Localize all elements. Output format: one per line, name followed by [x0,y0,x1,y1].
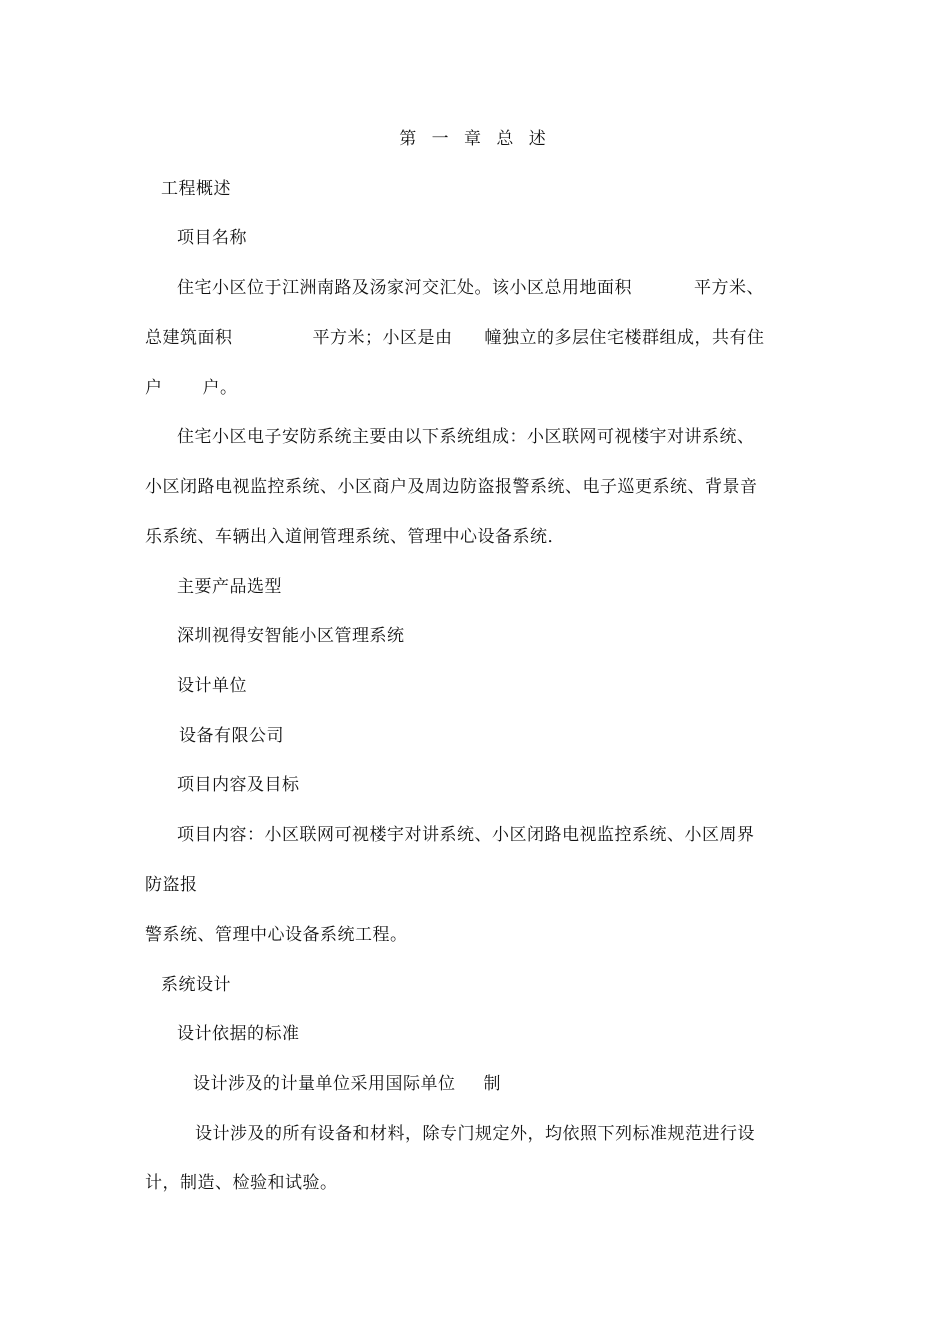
paragraph-line: 设计涉及的所有设备和材料，除专门规定外，均依照下列标准规范进行设 [195,1124,755,1144]
text-fragment: 平方米；小区是由 [312,328,453,348]
paragraph-line: 小区闭路电视监控系统、小区商户及周边防盗报警系统、电子巡更系统、背景音 [145,477,758,497]
text-fragment: 户 [145,378,163,398]
paragraph-line: 警系统、管理中心设备系统工程。 [145,925,408,945]
text-fragment: 户。 [202,378,238,398]
text-fragment: 总建筑面积 [145,328,233,348]
paragraph-line: 住宅小区电子安防系统主要由以下系统组成：小区联网可视楼宇对讲系统、 [177,427,755,447]
paragraph-line [145,376,238,400]
paragraph-line [193,1072,501,1096]
subsection-heading: 设计依据的标准 [177,1024,300,1044]
paragraph-line: 防盗报 [145,875,198,895]
company-name: 设备有限公司 [179,726,284,746]
text-fragment: 幢独立的多层住宅楼群组成，共有住 [484,328,765,348]
product-name: 深圳视得安智能小区管理系统 [177,626,405,646]
text-fragment: 住宅小区位于江洲南路及汤家河交汇处。该小区总用地面积 [177,278,632,298]
paragraph-line: 乐系统、车辆出入道闸管理系统、管理中心设备系统． [145,527,565,547]
text-fragment: 制 [483,1074,501,1094]
paragraph-line: 项目内容：小区联网可视楼宇对讲系统、小区闭路电视监控系统、小区周界 [177,825,755,845]
subsection-heading: 项目内容及目标 [177,775,300,795]
paragraph-line: 计，制造、检验和试验。 [145,1173,338,1193]
section-heading: 工程概述 [161,179,231,199]
paragraph-line [177,276,764,300]
subsection-heading: 项目名称 [177,228,247,248]
subsection-heading: 主要产品选型 [177,577,282,597]
section-heading: 系统设计 [161,975,231,995]
chapter-title: 第 一 章 总 述 [399,129,551,149]
text-fragment: 设计涉及的计量单位采用国际单位 [193,1074,456,1094]
subsection-heading: 设计单位 [177,676,247,696]
paragraph-line [145,326,765,350]
text-fragment: 平方米、 [694,278,764,298]
